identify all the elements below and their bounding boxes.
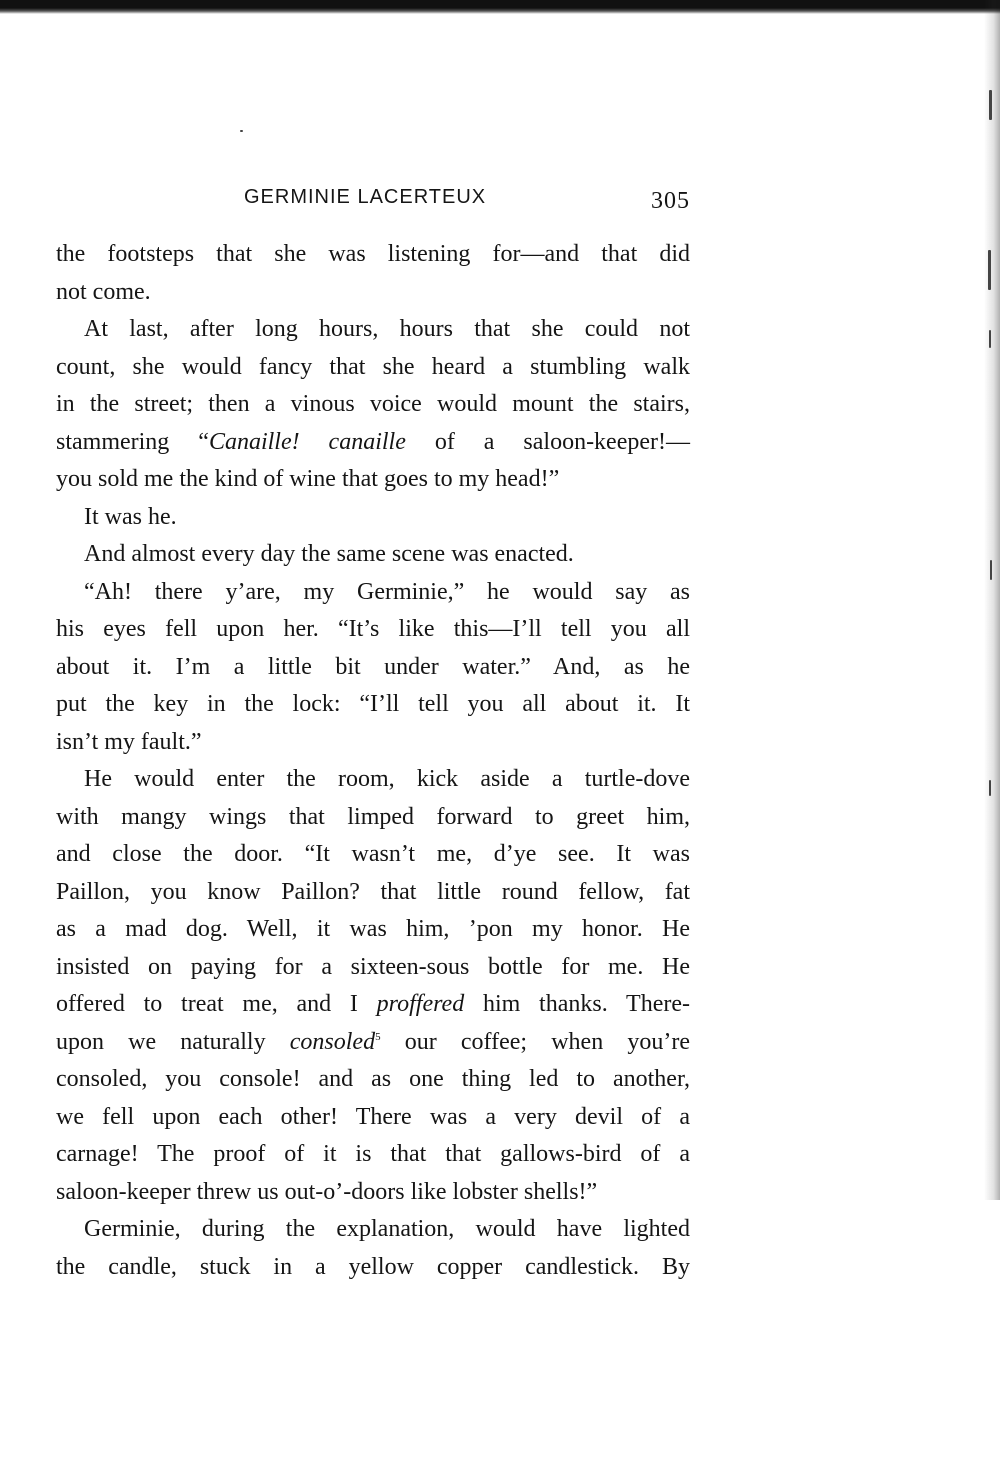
text-line: offered to treat me, and I proffered him thanks. There-: [56, 991, 690, 1017]
scan-speck: [989, 780, 991, 796]
text-line: his eyes fell upon her. “It’s like this—I’ll tell you all: [56, 616, 690, 642]
italic-proffered: proffered: [376, 991, 465, 1017]
text-line: about it. I’m a little bit under water.” And, as he: [56, 653, 690, 680]
running-head: [56, 186, 690, 220]
scan-speck: [240, 130, 243, 132]
text-line: in the street; then a vinous voice would mount the stairs,: [56, 391, 690, 417]
text-line: and close the door. “It wasn’t me, d’ye see. It was: [56, 841, 690, 867]
text-line: insisted on paying for a sixteen-sous bottle for me. He: [56, 953, 690, 980]
text-line: not come.: [56, 278, 151, 305]
text-line: Paillon, you know Paillon? that little round fellow, fat: [56, 878, 690, 905]
text-line: isn’t my fault.”: [56, 728, 202, 755]
paragraph-start-line: It was he.: [84, 503, 177, 530]
text-line: put the key in the lock: “I’ll tell you all about it. It: [56, 691, 690, 717]
text-line: we fell upon each other! There was a very devil of a: [56, 1103, 690, 1130]
footnote-marker: 5: [375, 1030, 381, 1043]
scan-speck: [989, 330, 991, 348]
paragraph-start-line: “Ah! there y’are, my Germinie,” he would say as: [84, 578, 690, 605]
text-line: consoled, you console! and as one thing led to another,: [56, 1066, 690, 1092]
text-line: the candle, stuck in a yellow copper candlestick. By: [56, 1253, 690, 1280]
page-number: 305: [651, 188, 690, 214]
paragraph-start-line: Germinie, during the explanation, would have lighted: [84, 1216, 690, 1242]
running-head-title: GERMINIE LACERTEUX: [244, 186, 487, 208]
scan-speck: [988, 250, 991, 290]
scan-speck: [990, 560, 992, 580]
text-line: as a mad dog. Well, it was him, ’pon my honor. He: [56, 916, 690, 942]
paragraph-start-line: He would enter the room, kick aside a turtle-dove: [84, 766, 690, 792]
scan-top-edge: [0, 0, 1000, 14]
text-line: carnage! The proof of it is that that gallows-bird of a: [56, 1141, 690, 1167]
text-line: with mangy wings that limped forward to greet him,: [56, 803, 690, 830]
scan-right-edge: [984, 0, 1000, 1200]
text-line: upon we naturally consoled$^5$ our coffee; when you’re: [56, 1028, 690, 1055]
scan-speck: [989, 90, 992, 120]
text-line: stammering “Canaille! canaille of a saloon-keeper!—: [56, 428, 691, 455]
text-line: the footsteps that she was listening for—and that did: [56, 241, 690, 267]
body-text: [56, 236, 690, 1286]
italic-consoled: consoled: [289, 1028, 376, 1055]
paragraph-start-line: At last, after long hours, hours that she could not: [84, 316, 690, 342]
italic-canaille: Canaille! canaille: [208, 428, 406, 455]
text-line: saloon-keeper threw us out-o’-doors like lobster shells!”: [56, 1178, 598, 1205]
paragraph-start-line: And almost every day the same scene was enacted.: [84, 541, 574, 567]
text-line: count, she would fancy that she heard a stumbling walk: [56, 353, 690, 380]
text-line: you sold me the kind of wine that goes to my head!”: [56, 466, 560, 492]
